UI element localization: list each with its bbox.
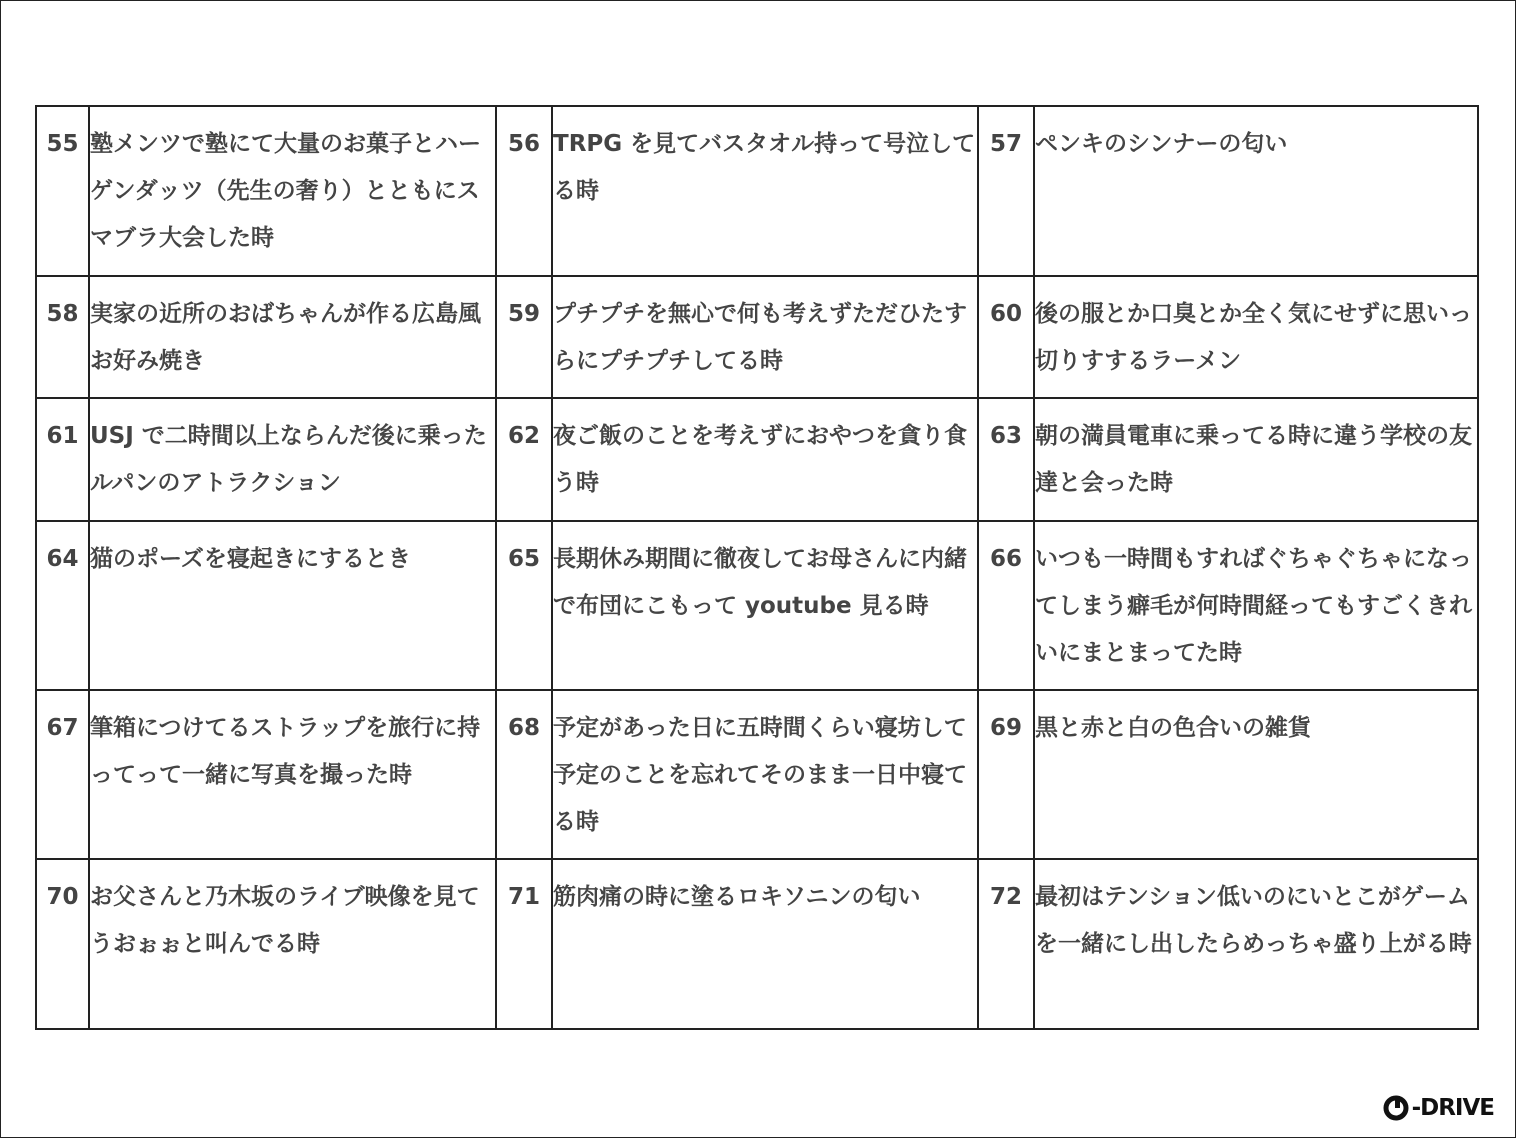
entry-text: プチプチを無心で何も考えずただひたすらにプチプチしてる時 (552, 276, 978, 398)
entry-number: 62 (496, 398, 552, 521)
entry-number: 67 (36, 690, 89, 859)
entry-text: 塾メンツで塾にて大量のお菓子とハーゲンダッツ（先生の奢り）とともにスマブラ大会した時 (89, 106, 496, 276)
entry-number: 64 (36, 521, 89, 690)
entry-text: 筆箱につけてるストラップを旅行に持ってって一緒に写真を撮った時 (89, 690, 496, 859)
entry-text: USJ で二時間以上ならんだ後に乗ったルパンのアトラクション (89, 398, 496, 521)
entry-number: 66 (978, 521, 1034, 690)
table-row (36, 276, 1478, 398)
entry-number: 56 (496, 106, 552, 276)
entry-number: 59 (496, 276, 552, 398)
entry-number: 58 (36, 276, 89, 398)
entry-number: 71 (496, 859, 552, 1029)
table-row (36, 521, 1478, 690)
entry-text: ペンキのシンナーの匂い (1034, 106, 1478, 276)
entry-text: 筋肉痛の時に塗るロキソニンの匂い (552, 859, 978, 1029)
table-row (36, 106, 1478, 276)
entry-number: 57 (978, 106, 1034, 276)
entry-text: いつも一時間もすればぐちゃぐちゃになってしまう癖毛が何時間経ってもすごくきれいにまとまってた時 (1034, 521, 1478, 690)
entry-text: 後の服とか口臭とか全く気にせずに思いっ切りすするラーメン (1034, 276, 1478, 398)
entry-number: 65 (496, 521, 552, 690)
entry-text: 長期休み期間に徹夜してお母さんに内緒で布団にこもって youtube 見る時 (552, 521, 978, 690)
table-row (36, 859, 1478, 1029)
entry-text: お父さんと乃木坂のライブ映像を見てうおぉぉと叫んでる時 (89, 859, 496, 1029)
odrive-logo (1382, 1094, 1494, 1122)
entry-number: 60 (978, 276, 1034, 398)
entry-number: 72 (978, 859, 1034, 1029)
logo-text: -DRIVE (1411, 1095, 1494, 1121)
entry-text: 黒と赤と白の色合いの雑貨 (1034, 690, 1478, 859)
entries-table (35, 105, 1479, 1030)
entry-text: 猫のポーズを寝起きにするとき (89, 521, 496, 690)
entry-number: 70 (36, 859, 89, 1029)
entry-text: 最初はテンション低いのにいとこがゲームを一緒にし出したらめっちゃ盛り上がる時 (1034, 859, 1478, 1029)
entry-number: 55 (36, 106, 89, 276)
entry-text: 予定があった日に五時間くらい寝坊して予定のことを忘れてそのまま一日中寝てる時 (552, 690, 978, 859)
entry-number: 69 (978, 690, 1034, 859)
o-drive-logo-icon (1382, 1094, 1410, 1122)
table-row (36, 690, 1478, 859)
entry-text: TRPG を見てバスタオル持って号泣してる時 (552, 106, 978, 276)
table-row (36, 398, 1478, 521)
entry-text: 実家の近所のおばちゃんが作る広島風お好み焼き (89, 276, 496, 398)
entry-text: 朝の満員電車に乗ってる時に違う学校の友達と会った時 (1034, 398, 1478, 521)
entry-number: 63 (978, 398, 1034, 521)
entry-number: 61 (36, 398, 89, 521)
entry-text: 夜ご飯のことを考えずにおやつを貪り食う時 (552, 398, 978, 521)
entry-number: 68 (496, 690, 552, 859)
